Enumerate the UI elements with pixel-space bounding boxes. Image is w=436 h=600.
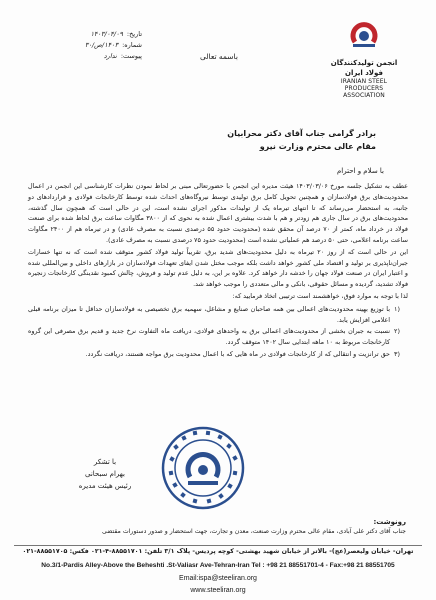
list-item-number: (۲ [394,327,400,336]
steel-association-logo-icon [349,20,379,50]
date-row [32,29,142,40]
salutation: با سلام و احترام [336,167,384,175]
request-list [28,304,408,360]
attachment-value: ندارد [103,52,117,60]
signer-title: رئیس هیئت مدیره [78,482,132,490]
official-seal-icon [160,425,246,511]
date-label: تاریخ: [126,30,142,38]
footer-email: Email:ispa@steeliran.org [179,575,257,582]
list-item-number: (۳ [394,349,400,358]
association-logo [324,20,404,99]
list-item-text: حق ترانزیت و انتقالی که از کارخانجات فولادی در ماه هایی که با اعمال محدودیت برق مواجه هستند، دریافت نگردد. [85,349,390,358]
letter-body [28,181,408,361]
footer-address-english: No.3/1-Pardis Alley-Above the Beheshti .St-Valiasr Ave-Tehran-Iran Tel : +98 21 88551701-4 - Fax:+98 21 88551705 [41,562,395,569]
cc-heading: رونوشت: [373,518,406,526]
number-row [32,40,142,51]
logo-english-name-1: IRANIAN STEEL [340,78,388,85]
number-value: ۱۴۰۳/ص/۳۰ [84,41,119,49]
list-item [28,304,408,326]
closing-text: با تشکر [93,458,117,466]
footer-address-persian: تهران- خیابان ولیعصر(عج)- بالاتر از خیابان شهید بهشتی- کوچه پردیس- پلاک ۳/۱ تلفن: ۸۸۵۵۱۷۰۱-۴-۰۲۱ فکس: ۸۸۵۵۱۷۰۵-۰۲۱ [22,548,414,555]
list-item [28,326,408,348]
attachment-label: پیوست: [120,52,142,60]
addressee-name: برادر گرامی جناب آقای دکتر محرابیان [227,129,376,138]
list-item-text: نسبت به جبران بخشی از محدودیت‌های اعمالی برق به واحدهای فولادی، دریافت ماه التفاوت نرخ جدید و قدیم برق مصرفی این گروه کارخانجات مربوط به ۱۰ ماهه ابتدایی سال ۱۴۰۲ متوقف گردد. [28,327,390,347]
body-paragraph-1: عطف به تشکیل جلسه مورخ ۱۴۰۳/۰۳/۰۶ هیئت مدیره این انجمن با حضورتعالی مبنی بر لحاظ نمودن نظرات کارشناسی این انجمن در اعمال محدودیت‌های برق فولادسازان و همچنین تحویل کامل برق تولیدی توسط نیروگاه‌های احداث شده توسط کارخانجات فولادی و قراردادهای دو جانبه، به استحضار می‌رساند که تا انتهای تیرماه یک از تولیدات مذکور اجرای نشده است، این در حالی است که همچون سال گذشته، محدودیت‌های برق در سال جاری هم زودتر و هم با شدت بیشتری اعمال شده به نحوی که از ۳۸۰۰ مگاوات ساعت برق لحاظ شده برای صنعت فولاد در خرداد ماه، کمتر از ۷۰ درصد آن محقق شده (محدودیت حدود ۵۵ درصدی نسبت به مصرف عادی) و در تیرماه هم از ۲۴۰۰ مگاوات ساعت برنامه اعلامی، حتی ۵۰ درصد هم عملیاتی نشده است (محدودیت حدود ۷۵ درصدی نسبت به مصرف عادی). [28,182,409,244]
signature-block [60,456,150,492]
logo-english-name-2: PRODUCERS ASSOCIATION [343,85,385,99]
signer-name: بهرام سبحانی [85,470,125,478]
number-label: شماره: [122,41,142,49]
date-value: ۱۴۰۳/۰۴/۰۹ [90,30,123,38]
footer-divider [14,545,422,546]
body-paragraph-3: لذا با توجه به موارد فوق، خواهشمند است ترتیبی اتخاذ فرمایید که: [232,291,408,300]
body-paragraph-2: این در حالی است که از روز ۲۰ تیرماه به دلیل محدودیت‌های شدید برق، تقریباً تولید فولاد کشور متوقف شده است که نه تنها خسارات جبران‌ناپذیری بر تولید و اقتصاد ملی کشور خواهد داشت بلکه موجب مختل شدن ایفای تعهدات فولادسازان در بازارهای داخلی و بین‌المللی شده و اعتبار ایران در صنعت فولاد جهان را خدشه دار خواهد کرد. علاوه بر این، به دلیل عدم تولید و فروش، چالش کمبود نقدینگی کارخانجات زنجیره فولاد تشدید، گردیده و مسائل حقوقی، بانکی و مالی متعددی را موجب خواهد شد. [28,247,408,289]
list-item-number: (۱ [394,304,400,313]
list-item [28,349,408,360]
list-item-text: با توزیع بهینه محدودیت‌های اعمالی بین همه صاحبان صنایع و مشاغل، سهمیه برق تخصیصی به فولادسازان حداقل تا میزان برنامه قبلی اعلامی افزایش یابد. [28,304,390,324]
cc-recipient: جناب آقای دکتر علی آبادی، مقام عالی محترم وزارت صنعت، معدن و تجارت، جهت استحضار و صدور دستورات مقتضی [102,528,406,535]
addressee-title: مقام عالی محترم وزارت نیرو [259,142,376,151]
bismillah-heading: باسمه تعالی [200,52,238,61]
letter-meta [32,29,142,62]
attachment-row [32,51,142,62]
carbon-copy-block [30,518,406,536]
footer-website: www.steeliran.org [190,587,246,594]
logo-persian-name: انجمن تولیدکنندگان فولاد ایران [330,59,398,77]
addressee-block [227,127,376,153]
